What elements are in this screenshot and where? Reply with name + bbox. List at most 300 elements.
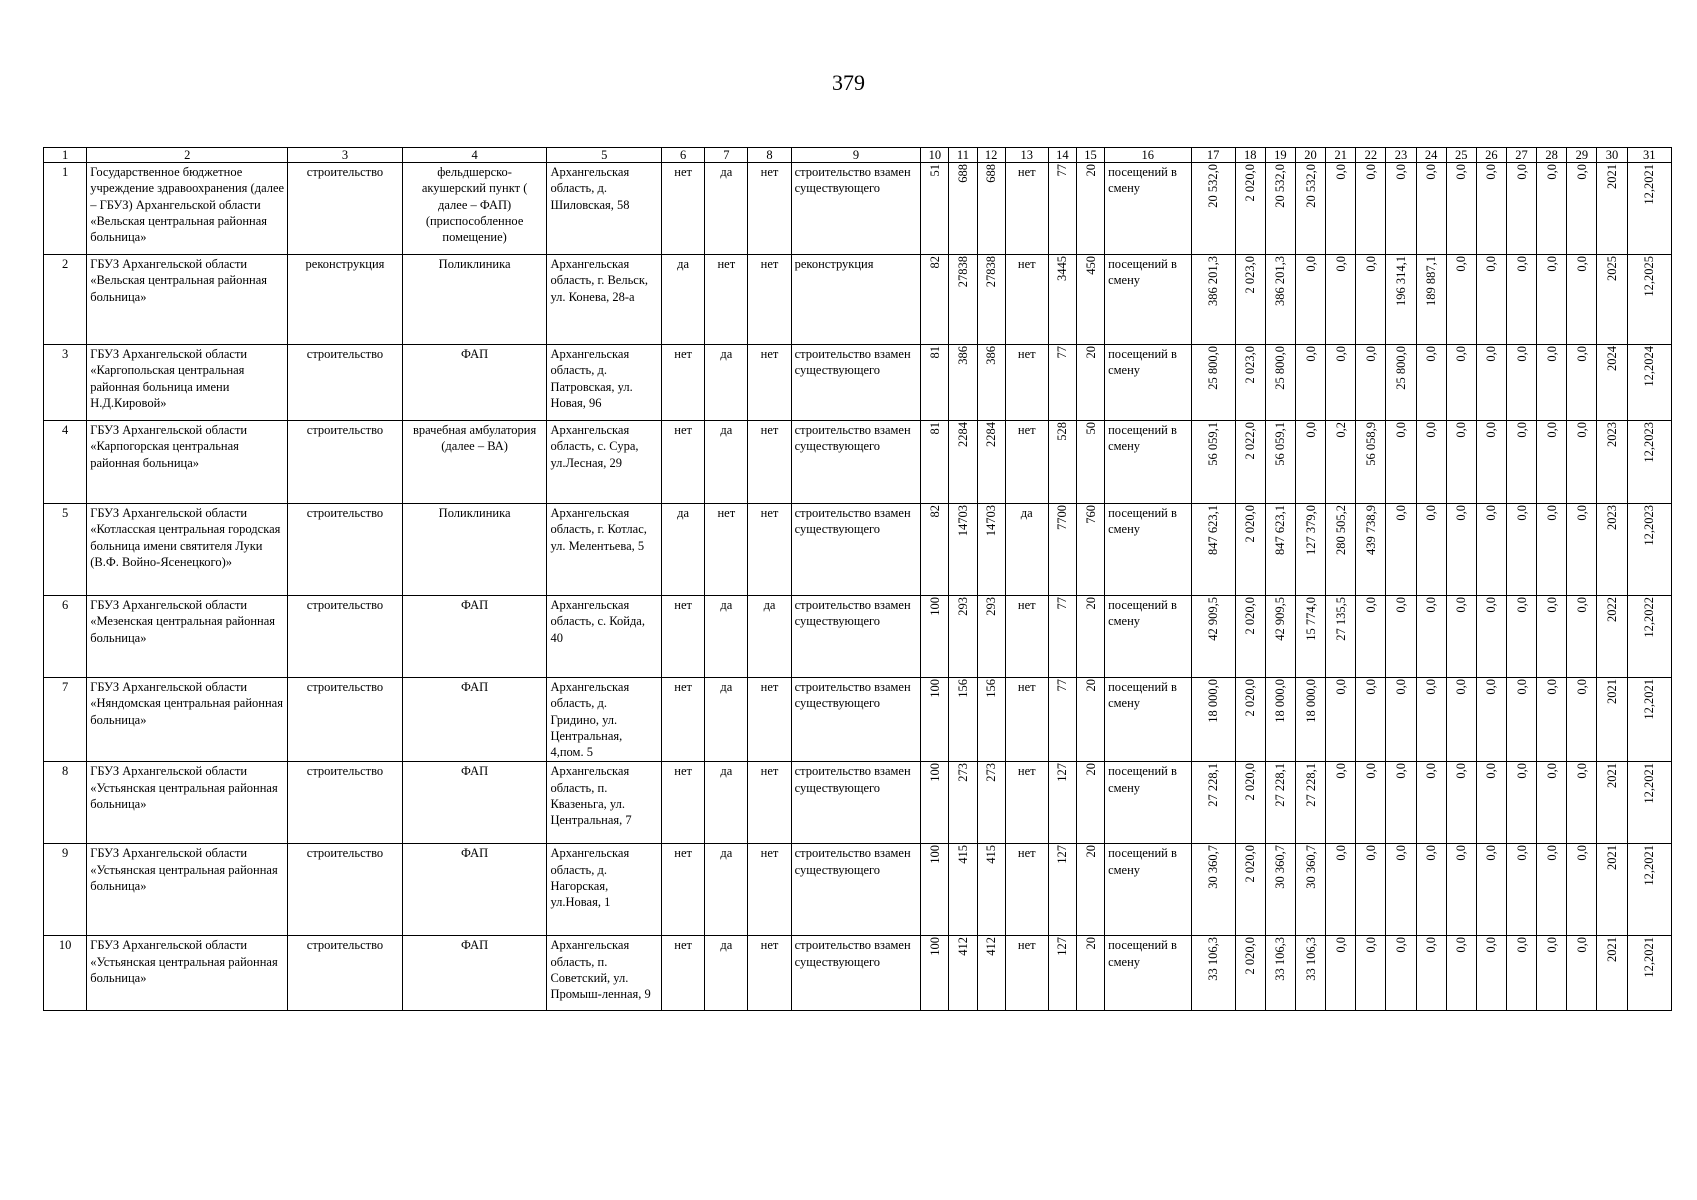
row-number: 3 bbox=[44, 345, 87, 421]
column-header-18: 18 bbox=[1235, 148, 1265, 163]
cell-col-20 bbox=[1295, 762, 1325, 844]
cell-col-27 bbox=[1506, 504, 1536, 596]
cell-value-col-24: 0,0 bbox=[1424, 164, 1439, 180]
institution-name: ГБУЗ Архангельской области «Вельская центральная районная больница» bbox=[87, 255, 288, 345]
cell-col-25 bbox=[1446, 762, 1476, 844]
col6-value: нет bbox=[662, 762, 705, 844]
row-number: 5 bbox=[44, 504, 87, 596]
capacity-unit: посещений в смену bbox=[1105, 163, 1191, 255]
cell-col-30 bbox=[1597, 255, 1627, 345]
cell-col-23 bbox=[1386, 255, 1416, 345]
cell-value-col-17: 33 106,3 bbox=[1206, 937, 1221, 982]
cell-value-col-25: 0,0 bbox=[1454, 256, 1469, 272]
cell-col-21 bbox=[1326, 844, 1356, 936]
table-row bbox=[44, 255, 1672, 345]
cell-value-col-14: 77 bbox=[1055, 346, 1070, 359]
cell-value-col-14: 127 bbox=[1055, 845, 1070, 865]
cell-col-25 bbox=[1446, 596, 1476, 678]
cell-col-26 bbox=[1476, 936, 1506, 1011]
cell-value-col-28: 0,0 bbox=[1544, 505, 1559, 521]
cell-col-19 bbox=[1265, 421, 1295, 504]
cell-value-col-11: 412 bbox=[955, 937, 970, 957]
cell-value-col-15: 50 bbox=[1083, 422, 1098, 435]
column-header-1: 1 bbox=[44, 148, 87, 163]
cell-value-col-12: 27838 bbox=[984, 256, 999, 288]
column-header-31: 31 bbox=[1627, 148, 1671, 163]
institution-name: ГБУЗ Архангельской области «Котласская центральная городская больница имени святителя Луки (В.Ф. Войно-Ясенецкого)» bbox=[87, 504, 288, 596]
cell-value-col-27: 0,0 bbox=[1514, 505, 1529, 521]
cell-col-29 bbox=[1567, 345, 1597, 421]
cell-value-col-27: 0,0 bbox=[1514, 164, 1529, 180]
cell-col-29 bbox=[1567, 421, 1597, 504]
cell-col-11 bbox=[949, 678, 977, 762]
cell-col-21 bbox=[1326, 421, 1356, 504]
col13-value: нет bbox=[1005, 163, 1048, 255]
work-description: строительство взамен существующего bbox=[791, 936, 921, 1011]
cell-value-col-12: 156 bbox=[984, 679, 999, 698]
cell-value-col-15: 20 bbox=[1083, 679, 1098, 692]
cell-value-col-31: 12,2023 bbox=[1642, 505, 1657, 546]
cell-value-col-26: 0,0 bbox=[1484, 422, 1499, 438]
cell-col-19 bbox=[1265, 504, 1295, 596]
cell-value-col-24: 189 887,1 bbox=[1424, 256, 1439, 306]
cell-value-col-29: 0,0 bbox=[1574, 937, 1589, 954]
cell-col-19 bbox=[1265, 255, 1295, 345]
cell-value-col-27: 0,0 bbox=[1514, 422, 1529, 438]
cell-col-14 bbox=[1048, 163, 1076, 255]
column-header-16: 16 bbox=[1105, 148, 1191, 163]
col8-value: нет bbox=[748, 762, 791, 844]
cell-value-col-12: 2284 bbox=[984, 422, 999, 447]
cell-col-25 bbox=[1446, 163, 1476, 255]
cell-col-26 bbox=[1476, 255, 1506, 345]
column-header-9: 9 bbox=[791, 148, 921, 163]
cell-col-31 bbox=[1627, 421, 1671, 504]
facility-type: ФАП bbox=[402, 762, 547, 844]
cell-col-22 bbox=[1356, 936, 1386, 1011]
cell-col-18 bbox=[1235, 844, 1265, 936]
cell-col-31 bbox=[1627, 163, 1671, 255]
cell-col-23 bbox=[1386, 163, 1416, 255]
cell-col-28 bbox=[1537, 844, 1567, 936]
cell-value-col-24: 0,0 bbox=[1424, 505, 1439, 521]
cell-value-col-28: 0,0 bbox=[1544, 845, 1559, 862]
cell-col-22 bbox=[1356, 504, 1386, 596]
cell-value-col-17: 20 532,0 bbox=[1206, 164, 1221, 208]
cell-col-12 bbox=[977, 421, 1005, 504]
col8-value: нет bbox=[748, 504, 791, 596]
cell-col-28 bbox=[1537, 163, 1567, 255]
cell-col-10 bbox=[921, 163, 949, 255]
cell-col-17 bbox=[1191, 421, 1235, 504]
cell-value-col-14: 528 bbox=[1055, 422, 1070, 441]
cell-value-col-31: 12,2021 bbox=[1642, 845, 1657, 887]
cell-value-col-28: 0,0 bbox=[1544, 763, 1559, 780]
cell-col-28 bbox=[1537, 345, 1567, 421]
col7-value: нет bbox=[705, 504, 748, 596]
capacity-unit: посещений в смену bbox=[1105, 936, 1191, 1011]
cell-col-25 bbox=[1446, 844, 1476, 936]
cell-value-col-15: 760 bbox=[1083, 505, 1098, 524]
row-number: 1 bbox=[44, 163, 87, 255]
cell-col-18 bbox=[1235, 504, 1265, 596]
cell-col-26 bbox=[1476, 762, 1506, 844]
cell-value-col-15: 450 bbox=[1083, 256, 1098, 275]
cell-col-10 bbox=[921, 844, 949, 936]
address: Архангельская область, д. Шиловская, 58 bbox=[547, 163, 662, 255]
cell-value-col-10: 100 bbox=[927, 763, 942, 783]
col7-value: нет bbox=[705, 255, 748, 345]
cell-col-28 bbox=[1537, 678, 1567, 762]
cell-value-col-30: 2025 bbox=[1604, 256, 1619, 281]
cell-value-col-25: 0,0 bbox=[1454, 937, 1469, 954]
cell-col-31 bbox=[1627, 678, 1671, 762]
cell-col-10 bbox=[921, 255, 949, 345]
cell-value-col-18: 2 020,0 bbox=[1243, 679, 1258, 717]
cell-col-27 bbox=[1506, 762, 1536, 844]
cell-col-14 bbox=[1048, 255, 1076, 345]
work-type: строительство bbox=[288, 936, 403, 1011]
cell-col-12 bbox=[977, 678, 1005, 762]
cell-col-30 bbox=[1597, 762, 1627, 844]
cell-value-col-24: 0,0 bbox=[1424, 845, 1439, 862]
cell-col-29 bbox=[1567, 596, 1597, 678]
cell-col-23 bbox=[1386, 844, 1416, 936]
address: Архангельская область, с. Койда, 40 bbox=[547, 596, 662, 678]
work-type: строительство bbox=[288, 678, 403, 762]
cell-value-col-12: 386 bbox=[984, 346, 999, 365]
institution-name: ГБУЗ Архангельской области «Устьянская центральная районная больница» bbox=[87, 762, 288, 844]
cell-col-11 bbox=[949, 844, 977, 936]
cell-value-col-10: 81 bbox=[927, 346, 942, 359]
table-row bbox=[44, 678, 1672, 762]
cell-value-col-14: 7700 bbox=[1055, 505, 1070, 530]
cell-value-col-11: 156 bbox=[955, 679, 970, 698]
cell-col-29 bbox=[1567, 163, 1597, 255]
col7-value: да bbox=[705, 163, 748, 255]
cell-value-col-11: 27838 bbox=[955, 256, 970, 288]
cell-col-14 bbox=[1048, 421, 1076, 504]
cell-col-14 bbox=[1048, 844, 1076, 936]
col13-value: да bbox=[1005, 504, 1048, 596]
cell-value-col-10: 100 bbox=[927, 679, 942, 698]
cell-value-col-26: 0,0 bbox=[1484, 679, 1499, 695]
cell-value-col-20: 33 106,3 bbox=[1303, 937, 1318, 982]
cell-value-col-25: 0,0 bbox=[1454, 763, 1469, 780]
work-type: строительство bbox=[288, 345, 403, 421]
cell-col-24 bbox=[1416, 844, 1446, 936]
cell-value-col-23: 196 314,1 bbox=[1393, 256, 1408, 306]
institution-name: ГБУЗ Архангельской области «Устьянская центральная районная больница» bbox=[87, 844, 288, 936]
cell-value-col-10: 51 bbox=[927, 164, 942, 177]
cell-col-11 bbox=[949, 421, 977, 504]
cell-value-col-31: 12,2021 bbox=[1642, 164, 1657, 205]
cell-value-col-25: 0,0 bbox=[1454, 597, 1469, 613]
cell-col-21 bbox=[1326, 678, 1356, 762]
capacity-unit: посещений в смену bbox=[1105, 844, 1191, 936]
cell-value-col-17: 56 059,1 bbox=[1206, 422, 1221, 466]
cell-col-19 bbox=[1265, 596, 1295, 678]
cell-col-18 bbox=[1235, 936, 1265, 1011]
cell-value-col-12: 273 bbox=[984, 763, 999, 783]
cell-value-col-23: 0,0 bbox=[1393, 845, 1408, 862]
cell-value-col-19: 56 059,1 bbox=[1273, 422, 1288, 466]
cell-col-19 bbox=[1265, 678, 1295, 762]
cell-col-20 bbox=[1295, 255, 1325, 345]
cell-col-18 bbox=[1235, 678, 1265, 762]
cell-value-col-17: 18 000,0 bbox=[1206, 679, 1221, 723]
cell-col-28 bbox=[1537, 255, 1567, 345]
address: Архангельская область, с. Сура, ул.Лесная, 29 bbox=[547, 421, 662, 504]
cell-col-22 bbox=[1356, 255, 1386, 345]
work-type: строительство bbox=[288, 163, 403, 255]
work-type: строительство bbox=[288, 596, 403, 678]
cell-value-col-23: 0,0 bbox=[1393, 597, 1408, 613]
cell-value-col-22: 56 058,9 bbox=[1363, 422, 1378, 466]
cell-value-col-11: 386 bbox=[955, 346, 970, 365]
facility-type: фельдшерско-акушерский пункт ( далее – ФАП) (приспособленное помещение) bbox=[402, 163, 547, 255]
cell-value-col-19: 33 106,3 bbox=[1273, 937, 1288, 982]
cell-col-28 bbox=[1537, 421, 1567, 504]
address: Архангельская область, г. Вельск, ул. Конева, 28-а bbox=[547, 255, 662, 345]
cell-col-23 bbox=[1386, 678, 1416, 762]
table-row bbox=[44, 504, 1672, 596]
col13-value: нет bbox=[1005, 762, 1048, 844]
cell-value-col-27: 0,0 bbox=[1514, 256, 1529, 272]
cell-value-col-18: 2 020,0 bbox=[1243, 937, 1258, 975]
cell-col-26 bbox=[1476, 421, 1506, 504]
col8-value: да bbox=[748, 596, 791, 678]
cell-value-col-27: 0,0 bbox=[1514, 597, 1529, 613]
column-header-22: 22 bbox=[1356, 148, 1386, 163]
cell-value-col-22: 439 738,9 bbox=[1363, 505, 1378, 555]
cell-value-col-28: 0,0 bbox=[1544, 164, 1559, 180]
col6-value: нет bbox=[662, 596, 705, 678]
column-header-3: 3 bbox=[288, 148, 403, 163]
col8-value: нет bbox=[748, 936, 791, 1011]
row-number: 9 bbox=[44, 844, 87, 936]
cell-col-17 bbox=[1191, 678, 1235, 762]
cell-col-24 bbox=[1416, 345, 1446, 421]
cell-value-col-17: 27 228,1 bbox=[1206, 763, 1221, 808]
col6-value: нет bbox=[662, 678, 705, 762]
col8-value: нет bbox=[748, 163, 791, 255]
cell-value-col-22: 0,0 bbox=[1363, 346, 1378, 362]
col6-value: нет bbox=[662, 936, 705, 1011]
cell-col-11 bbox=[949, 936, 977, 1011]
cell-value-col-23: 0,0 bbox=[1393, 164, 1408, 180]
cell-col-30 bbox=[1597, 844, 1627, 936]
cell-col-29 bbox=[1567, 762, 1597, 844]
cell-value-col-20: 27 228,1 bbox=[1303, 763, 1318, 808]
cell-col-22 bbox=[1356, 421, 1386, 504]
cell-col-23 bbox=[1386, 596, 1416, 678]
cell-col-31 bbox=[1627, 504, 1671, 596]
cell-col-30 bbox=[1597, 421, 1627, 504]
cell-col-20 bbox=[1295, 596, 1325, 678]
cell-col-30 bbox=[1597, 345, 1627, 421]
cell-col-12 bbox=[977, 844, 1005, 936]
cell-value-col-19: 20 532,0 bbox=[1273, 164, 1288, 208]
cell-col-28 bbox=[1537, 596, 1567, 678]
cell-value-col-26: 0,0 bbox=[1484, 505, 1499, 521]
cell-col-21 bbox=[1326, 504, 1356, 596]
cell-col-29 bbox=[1567, 844, 1597, 936]
work-type: строительство bbox=[288, 504, 403, 596]
cell-col-27 bbox=[1506, 596, 1536, 678]
cell-value-col-29: 0,0 bbox=[1574, 422, 1589, 438]
work-description: строительство взамен существующего bbox=[791, 596, 921, 678]
facility-type: ФАП bbox=[402, 678, 547, 762]
cell-value-col-23: 25 800,0 bbox=[1393, 346, 1408, 390]
cell-col-25 bbox=[1446, 255, 1476, 345]
cell-value-col-18: 2 022,0 bbox=[1243, 422, 1258, 460]
cell-value-col-28: 0,0 bbox=[1544, 256, 1559, 272]
cell-value-col-31: 12,2025 bbox=[1642, 256, 1657, 297]
cell-col-31 bbox=[1627, 762, 1671, 844]
cell-value-col-10: 82 bbox=[927, 505, 942, 518]
cell-col-18 bbox=[1235, 255, 1265, 345]
cell-col-23 bbox=[1386, 762, 1416, 844]
cell-col-26 bbox=[1476, 504, 1506, 596]
work-description: строительство взамен существующего bbox=[791, 504, 921, 596]
cell-value-col-27: 0,0 bbox=[1514, 937, 1529, 954]
cell-col-15 bbox=[1076, 255, 1104, 345]
column-header-7: 7 bbox=[705, 148, 748, 163]
cell-col-17 bbox=[1191, 163, 1235, 255]
cell-value-col-21: 0,0 bbox=[1333, 845, 1348, 862]
column-header-29: 29 bbox=[1567, 148, 1597, 163]
cell-col-21 bbox=[1326, 345, 1356, 421]
cell-col-14 bbox=[1048, 345, 1076, 421]
cell-value-col-30: 2021 bbox=[1604, 937, 1619, 963]
row-number: 2 bbox=[44, 255, 87, 345]
col7-value: да bbox=[705, 936, 748, 1011]
cell-col-26 bbox=[1476, 596, 1506, 678]
cell-value-col-21: 0,0 bbox=[1333, 346, 1348, 362]
cell-value-col-22: 0,0 bbox=[1363, 597, 1378, 613]
cell-col-10 bbox=[921, 596, 949, 678]
table-body bbox=[44, 163, 1672, 1011]
row-number: 8 bbox=[44, 762, 87, 844]
cell-value-col-30: 2021 bbox=[1604, 679, 1619, 704]
cell-value-col-29: 0,0 bbox=[1574, 256, 1589, 272]
cell-value-col-23: 0,0 bbox=[1393, 422, 1408, 438]
cell-value-col-23: 0,0 bbox=[1393, 679, 1408, 695]
cell-col-10 bbox=[921, 762, 949, 844]
cell-col-17 bbox=[1191, 762, 1235, 844]
col6-value: да bbox=[662, 504, 705, 596]
facility-type: врачебная амбулатория (далее – ВА) bbox=[402, 421, 547, 504]
cell-value-col-29: 0,0 bbox=[1574, 346, 1589, 362]
cell-value-col-24: 0,0 bbox=[1424, 346, 1439, 362]
cell-col-11 bbox=[949, 762, 977, 844]
column-header-4: 4 bbox=[402, 148, 547, 163]
cell-value-col-28: 0,0 bbox=[1544, 679, 1559, 695]
cell-col-25 bbox=[1446, 678, 1476, 762]
cell-value-col-24: 0,0 bbox=[1424, 597, 1439, 613]
cell-value-col-30: 2021 bbox=[1604, 845, 1619, 871]
cell-col-24 bbox=[1416, 936, 1446, 1011]
cell-col-30 bbox=[1597, 936, 1627, 1011]
cell-value-col-29: 0,0 bbox=[1574, 597, 1589, 613]
cell-value-col-31: 12,2021 bbox=[1642, 763, 1657, 805]
cell-col-31 bbox=[1627, 596, 1671, 678]
cell-col-29 bbox=[1567, 936, 1597, 1011]
cell-col-12 bbox=[977, 345, 1005, 421]
cell-col-15 bbox=[1076, 504, 1104, 596]
cell-value-col-29: 0,0 bbox=[1574, 505, 1589, 521]
cell-value-col-19: 30 360,7 bbox=[1273, 845, 1288, 890]
cell-value-col-10: 81 bbox=[927, 422, 942, 435]
cell-value-col-22: 0,0 bbox=[1363, 164, 1378, 180]
facility-type: Поликлиника bbox=[402, 504, 547, 596]
col6-value: да bbox=[662, 255, 705, 345]
col7-value: да bbox=[705, 421, 748, 504]
cell-col-20 bbox=[1295, 844, 1325, 936]
cell-col-15 bbox=[1076, 936, 1104, 1011]
cell-col-23 bbox=[1386, 504, 1416, 596]
column-number-header-row bbox=[44, 148, 1672, 163]
work-description: строительство взамен существующего bbox=[791, 163, 921, 255]
cell-col-20 bbox=[1295, 504, 1325, 596]
institution-name: ГБУЗ Архангельской области «Устьянская центральная районная больница» bbox=[87, 936, 288, 1011]
cell-value-col-21: 0,2 bbox=[1333, 422, 1348, 438]
address: Архангельская область, г. Котлас, ул. Мелентьева, 5 bbox=[547, 504, 662, 596]
cell-value-col-18: 2 020,0 bbox=[1243, 164, 1258, 202]
table-row bbox=[44, 163, 1672, 255]
cell-col-27 bbox=[1506, 255, 1536, 345]
cell-col-26 bbox=[1476, 345, 1506, 421]
institution-name: ГБУЗ Архангельской области «Карпогорская центральная районная больница» bbox=[87, 421, 288, 504]
cell-value-col-27: 0,0 bbox=[1514, 763, 1529, 780]
cell-col-15 bbox=[1076, 844, 1104, 936]
cell-value-col-21: 280 505,2 bbox=[1333, 505, 1348, 555]
cell-col-18 bbox=[1235, 421, 1265, 504]
cell-value-col-20: 127 379,0 bbox=[1303, 505, 1318, 555]
cell-value-col-11: 273 bbox=[955, 763, 970, 783]
cell-col-19 bbox=[1265, 163, 1295, 255]
cell-value-col-25: 0,0 bbox=[1454, 164, 1469, 180]
cell-value-col-25: 0,0 bbox=[1454, 422, 1469, 438]
cell-col-20 bbox=[1295, 421, 1325, 504]
cell-col-10 bbox=[921, 678, 949, 762]
cell-value-col-21: 0,0 bbox=[1333, 679, 1348, 695]
cell-value-col-14: 3445 bbox=[1055, 256, 1070, 281]
cell-col-22 bbox=[1356, 345, 1386, 421]
cell-value-col-20: 30 360,7 bbox=[1303, 845, 1318, 890]
cell-value-col-30: 2021 bbox=[1604, 763, 1619, 789]
cell-value-col-20: 0,0 bbox=[1303, 346, 1318, 362]
cell-value-col-31: 12,2023 bbox=[1642, 422, 1657, 463]
col8-value: нет bbox=[748, 421, 791, 504]
cell-col-21 bbox=[1326, 255, 1356, 345]
column-header-15: 15 bbox=[1076, 148, 1104, 163]
cell-col-27 bbox=[1506, 421, 1536, 504]
cell-col-30 bbox=[1597, 596, 1627, 678]
table-row bbox=[44, 596, 1672, 678]
col8-value: нет bbox=[748, 844, 791, 936]
cell-col-27 bbox=[1506, 345, 1536, 421]
column-header-6: 6 bbox=[662, 148, 705, 163]
cell-col-30 bbox=[1597, 504, 1627, 596]
cell-col-26 bbox=[1476, 163, 1506, 255]
row-number: 6 bbox=[44, 596, 87, 678]
cell-col-22 bbox=[1356, 844, 1386, 936]
institution-name: ГБУЗ Архангельской области «Каргопольская центральная районная больница имени Н.Д.Кировой» bbox=[87, 345, 288, 421]
facilities-table bbox=[43, 147, 1672, 1011]
cell-col-15 bbox=[1076, 163, 1104, 255]
